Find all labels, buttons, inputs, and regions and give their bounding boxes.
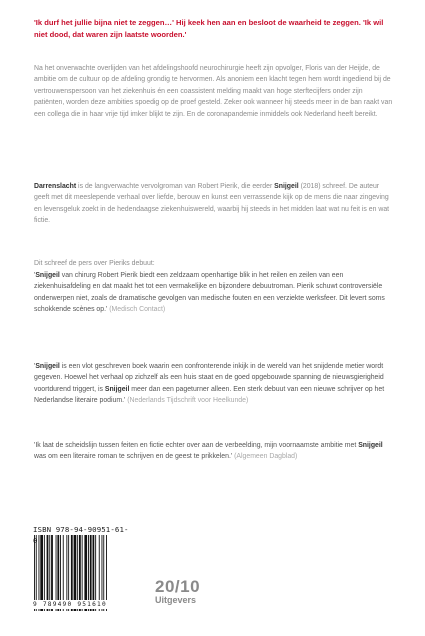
review-open-quote: ' [34,363,36,370]
about-text-a: is de langverwachte vervolgroman van Robert Pierik, die eerder [76,183,275,190]
synopsis-paragraph: Na het onverwachte overlijden van het afdelingshoofd neurochirurgie heeft zijn opvolger, Floris van der Heijde, de ambitie om de cultuur op de afdeling grondig te hervormen. Als anoniem een klacht tegen hem wordt ingediend bij de vertrouwenspersoon van het ziekenhuis én een coassistent melding maakt van hoge sterftecijfers onder zijn patiënten, worden deze ambities spoedig op de proef gesteld. Zeker ook wanneer hij steeds meer in de ban raakt van een collega die in haar vrije tijd imker blijkt te zijn. En de coronapandemie inmiddels ook Nederland heeft bereikt. [34,65,393,118]
review-source: (Algemeen Dagblad) [232,453,298,461]
review-keyword: Snijgeil [35,363,60,370]
review-source: (Nederlands Tijdschrift voor Heelkunde) [125,397,249,405]
review-keyword: Snijgeil [104,385,130,393]
press-heading: Dit schreef de pers over Pieriks debuut: [34,260,155,267]
review-tijdschrift-heelkunde [34,361,394,407]
review-source: (Medisch Contact) [107,306,166,314]
review-keyword: Snijgeil [35,272,60,279]
publisher-name: Uitgevers [155,595,197,605]
publisher-number: 20/10 [155,577,201,596]
review-algemeen-dagblad [34,440,394,463]
review-body: 'Ik laat de scheidslijn tussen feiten en fictie echter over aan de verbeelding, mijn voornaamste ambitie met [34,442,359,449]
barcode-digits: 9 789490 951610 [33,600,133,609]
publisher-logo [155,578,215,605]
review-body: was om een literaire roman te schrijven en de geest te prikkelen.' [34,453,233,461]
review-body: meer dan een pageturner alleen. Een sterk debuut van een nieuwe schrijver op het Nederlandse literaire podium.' [34,385,385,405]
previous-book-title: Snijgeil [274,183,299,190]
review-medisch-contact [34,270,394,316]
book-title: Darrenslacht [34,183,77,190]
review-body: van chirurg Robert Pierik biedt een zeldzaam openhartige blik in het reilen en zeilen van een ziekenhuisafdeling en dat maakt het tot een vermakelijke en bijzondere debuutroman. Pierik schuwt controversiële onderwerpen niet, zoals de dramatische gevolgen van medische fouten en een verziekte werksfeer. Dit levert soms schokkende scènes op.' [34,272,385,314]
review-body: is een vlot geschreven boek waarin een confronterende inkijk in de wereld van het snijdende metier wordt gegeven. Hoewel het verhaal op zichzelf als een huis staat en de goed opgebouwde spanning de nieuwsgierigheid voortdurend triggert, is [34,363,384,393]
review-keyword: Snijgeil [358,442,383,449]
about-text-b: (2018) schreef. De auteur geeft met dit meeslepende verhaal over liefde, berouw en kunst een verrassende kijk op de mens die naar zingeving en levensgeluk zoekt in de hedendaagse ziekenhuiswereld, waarbij hij steeds in het midden laat wat nu feit is en wat fictie. [34,183,390,225]
isbn-label: ISBN 978-94-90951-61-0 [33,525,129,545]
opening-quote-text: 'Ik durf het jullie bijna niet te zeggen…' Hij keek hen aan en besloot de waarheid te zeggen. 'Ik wil niet dood, dat waren zijn laatste woorden.' [34,18,384,39]
barcode [33,524,133,611]
opening-quote [34,17,394,40]
about-paragraph [34,181,394,227]
review-open-quote: ' [34,272,36,279]
